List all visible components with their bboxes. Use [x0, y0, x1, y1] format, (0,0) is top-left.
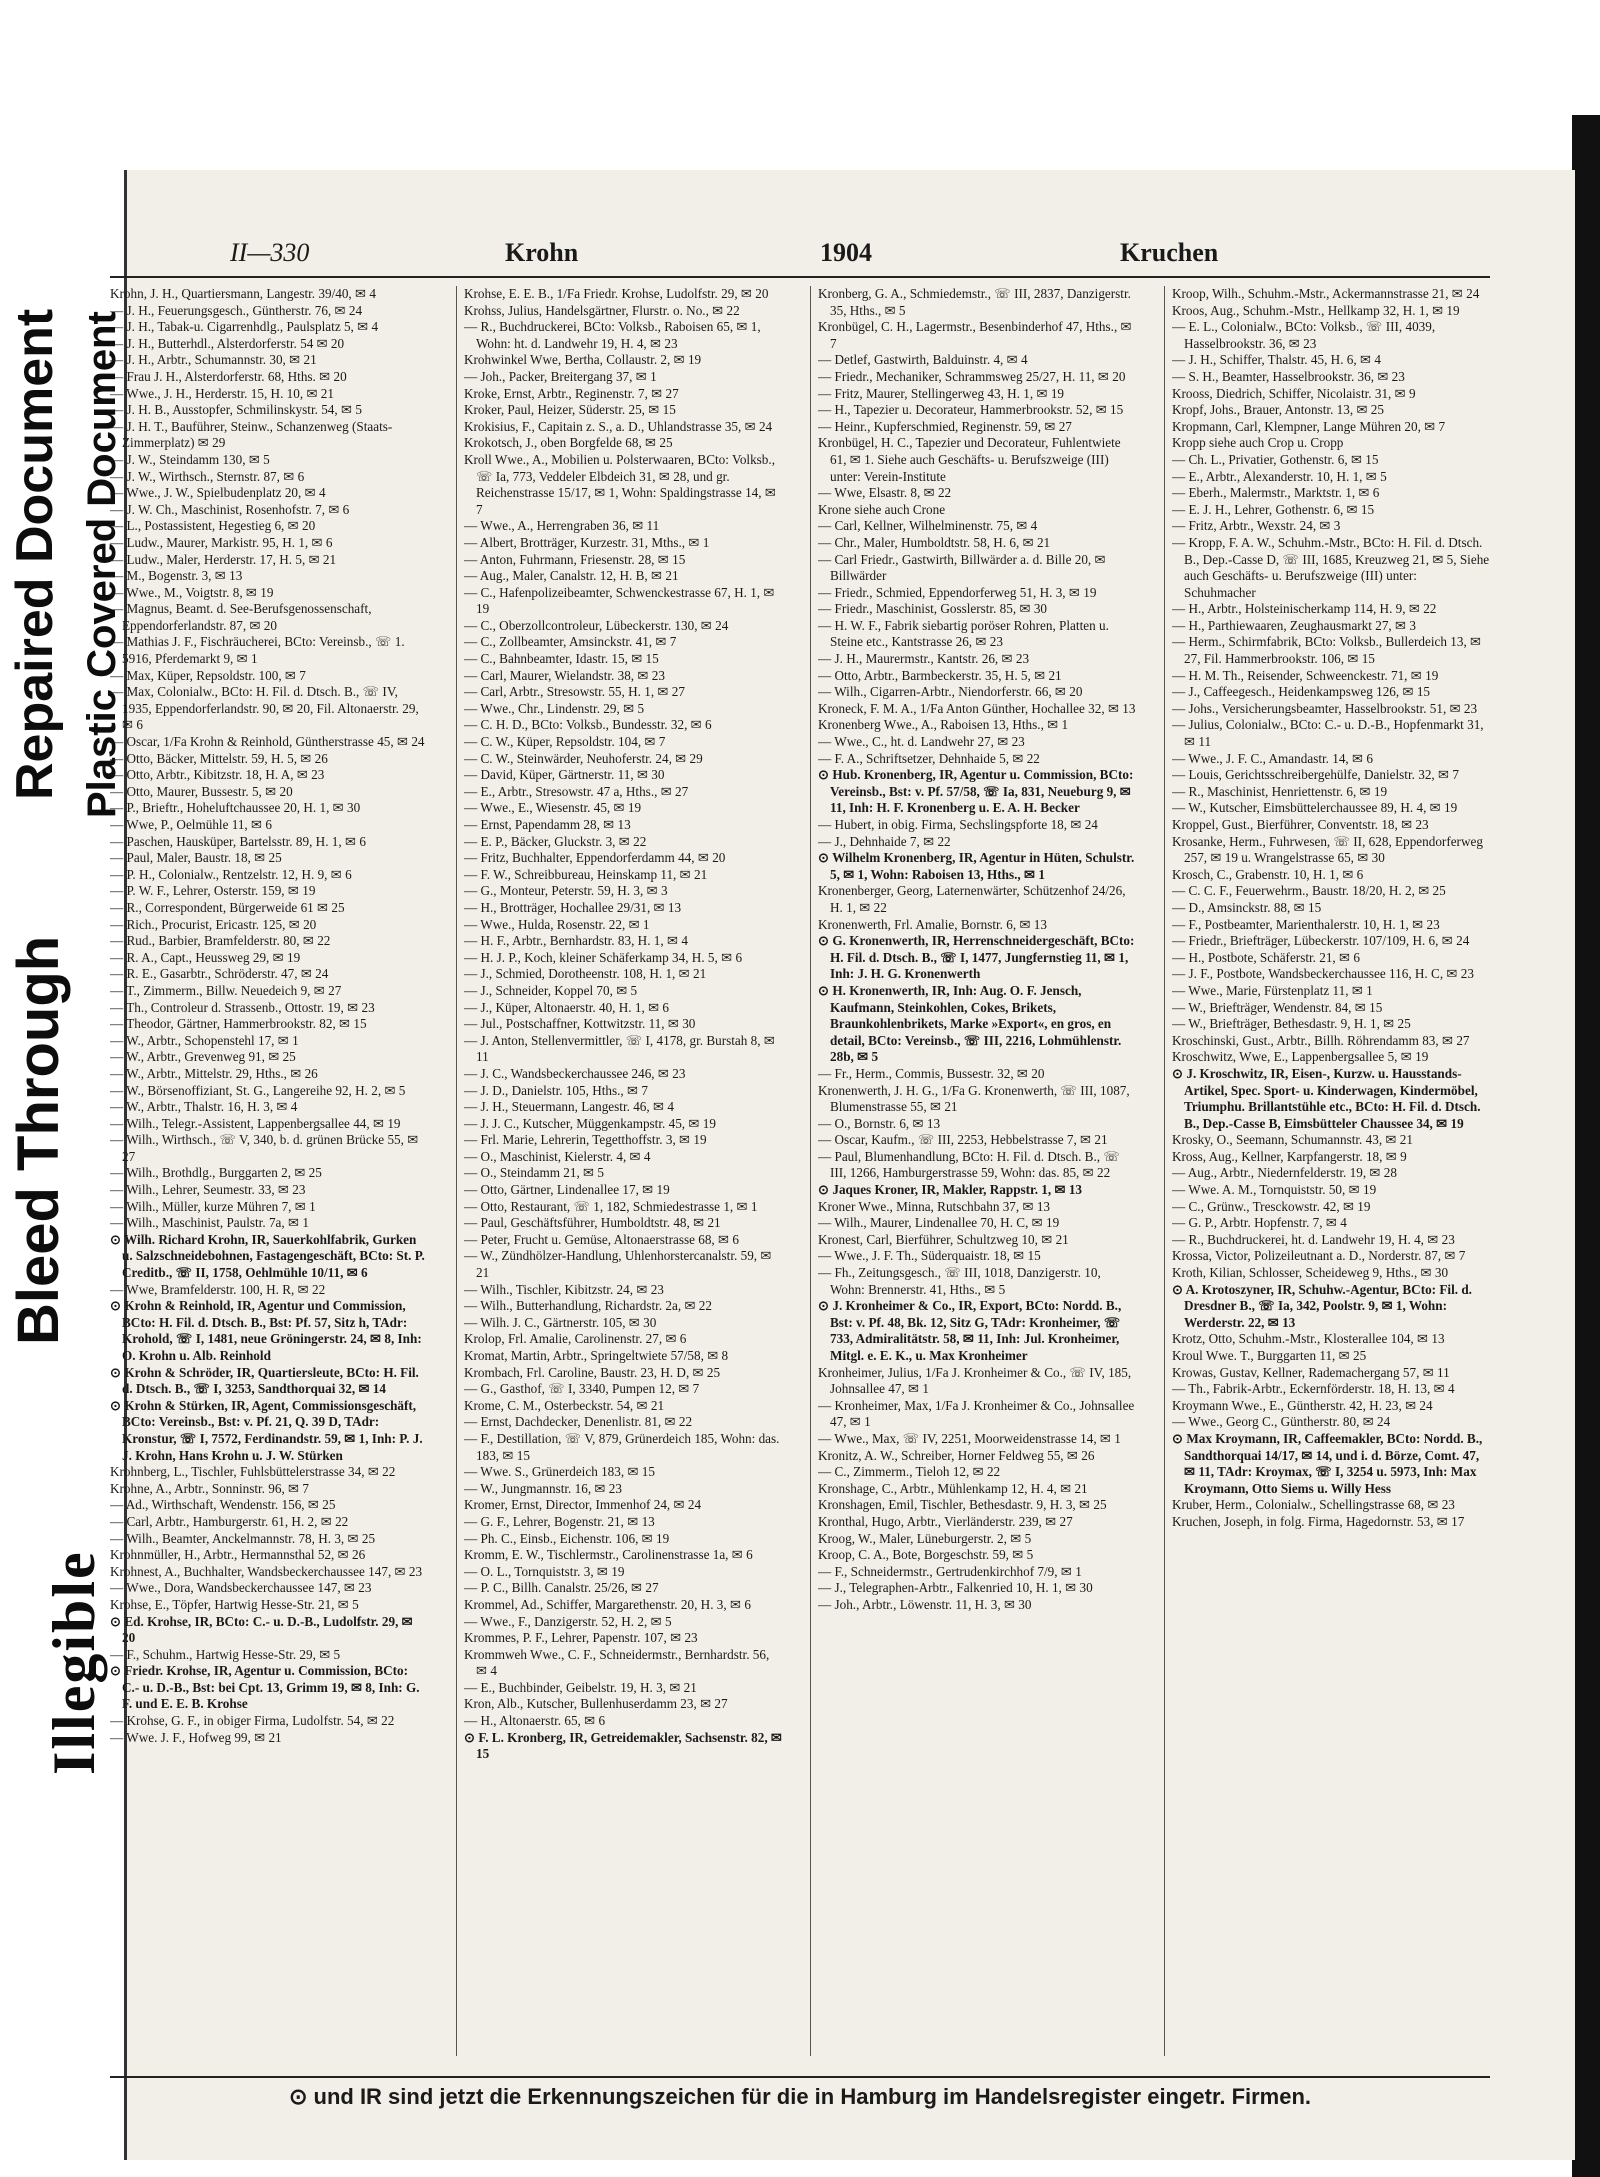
- directory-entry: — T., Zimmerm., Billw. Neuedeich 9, ✉ 27: [110, 982, 342, 998]
- directory-entry: — C., Zimmerm., Tieloh 12, ✉ 22: [818, 1464, 1001, 1480]
- directory-entry: — Friedr., Maschinist, Gosslerstr. 85, ✉ 30: [818, 601, 1048, 617]
- directory-entry: — R. E., Gasarbtr., Schröderstr. 47, ✉ 24: [110, 966, 329, 982]
- directory-entry: — Wwe., C., ht. d. Landwehr 27, ✉ 23: [818, 734, 1025, 750]
- directory-entry: — Wilh., Cigarren-Arbtr., Niendorferstr. 66, ✉ 20: [818, 684, 1083, 700]
- directory-entry: — C., Zollbeamter, Amsinckstr. 41, ✉ 7: [464, 634, 677, 650]
- directory-entry: — W., Börsenoffiziant, St. G., Langereihe 92, H. 2, ✉ 5: [110, 1082, 406, 1098]
- directory-entry: — J., Schneider, Koppel 70, ✉ 5: [464, 982, 638, 998]
- directory-entry: — Wwe, Bramfelderstr. 100, H. R, ✉ 22: [110, 1281, 326, 1297]
- directory-entry: — O., Steindamm 21, ✉ 5: [464, 1165, 604, 1181]
- directory-entry: — W., Arbtr., Schopenstehl 17, ✉ 1: [110, 1032, 299, 1048]
- header-right-word: Kruchen: [1120, 238, 1219, 267]
- directory-entry: — S. H., Beamter, Hasselbrookstr. 36, ✉ 23: [1172, 368, 1405, 384]
- directory-entry: — F. W., Schreibbureau, Heinskamp 11, ✉ 21: [464, 866, 708, 882]
- directory-entry: Kroll Wwe., A., Mobilien u. Polsterwaaren, BCto: Volksb., ☏ Ia, 773, Veddeler Elbdeich 31, ✉ 28, und gr. Reichenstrasse 15/17, ✉ 1, Wohn: Spaldingstrasse 14, ✉ 7: [464, 451, 776, 517]
- directory-entry: — J., Küper, Altonaerstr. 40, H. 1, ✉ 6: [464, 999, 670, 1015]
- directory-entry: ⊙ Hub. Kronenberg, IR, Agentur u. Commission, BCto: Vereinsb., Bst: v. Pf. 57/58, ☏ Ia, 831, Neueburg 9, ✉ 11, Inh: H. F. Kronenberg u. E. A. H. Becker: [818, 767, 1134, 816]
- directory-entry: — R., Correspondent, Bürgerweide 61 ✉ 25: [110, 899, 345, 915]
- directory-entry: Kropf, Johs., Brauer, Antonstr. 13, ✉ 25: [1172, 402, 1384, 418]
- directory-entry: — Louis, Gerichtsschreibergehülfe, Danielstr. 32, ✉ 7: [1172, 767, 1459, 783]
- directory-entry: ⊙ Ed. Krohse, IR, BCto: C.- u. D.-B., Ludolfstr. 29, ✉ 20: [110, 1613, 413, 1646]
- directory-entry: — Wilh., Beamter, Anckelmannstr. 78, H. 3, ✉ 25: [110, 1530, 376, 1546]
- directory-entry: — J. J. C., Kutscher, Müggenkampstr. 45, ✉ 19: [464, 1115, 716, 1131]
- directory-entry: — G. F., Lehrer, Bogenstr. 21, ✉ 13: [464, 1513, 655, 1529]
- directory-entry: — Wwe., F., Danzigerstr. 52, H. 2, ✉ 5: [464, 1613, 672, 1629]
- directory-entry: Krohse, E., Töpfer, Hartwig Hesse-Str. 21, ✉ 5: [110, 1596, 359, 1612]
- column-4: [1172, 286, 1490, 2056]
- directory-entry: — Paul, Blumenhandlung, BCto: H. Fil. d. Dtsch. B., ☏ III, 1266, Hamburgerstrasse 59, Wohn: das. 85, ✉ 22: [818, 1148, 1120, 1181]
- directory-entry: — C., Bahnbeamter, Idastr. 15, ✉ 15: [464, 651, 659, 667]
- directory-entry: — J., Caffeegesch., Heidenkampsweg 126, ✉ 15: [1172, 684, 1431, 700]
- directory-entry: — Wwe., Hulda, Rosenstr. 22, ✉ 1: [464, 916, 650, 932]
- directory-entry: Kropp siehe auch Crop u. Cropp: [1172, 435, 1344, 451]
- directory-entry: — Magnus, Beamt. d. See-Berufsgenossenschaft, Eppendorferlandstr. 87, ✉ 20: [110, 601, 372, 633]
- directory-entry: Krohss, Julius, Handelsgärtner, Flurstr. o. No., ✉ 22: [464, 302, 740, 318]
- directory-entry: Krome, C. M., Osterbeckstr. 54, ✉ 21: [464, 1397, 665, 1413]
- directory-entry: — Peter, Frucht u. Gemüse, Altonaerstrasse 68, ✉ 6: [464, 1231, 739, 1247]
- directory-entry: Kron, Alb., Kutscher, Bullenhuserdamm 23, ✉ 27: [464, 1696, 728, 1712]
- column-divider: [810, 286, 811, 2056]
- directory-entry: — Ph. C., Einsb., Eichenstr. 106, ✉ 19: [464, 1530, 670, 1546]
- directory-entry: — J. H. B., Ausstopfer, Schmilinskystr. 54, ✉ 5: [110, 402, 362, 418]
- directory-entry: — Wilh., Lehrer, Seumestr. 33, ✉ 23: [110, 1182, 306, 1198]
- directory-entry: Krone siehe auch Crone: [818, 501, 946, 517]
- directory-entry: Kruber, Herm., Colonialw., Schellingstrasse 68, ✉ 23: [1172, 1497, 1455, 1513]
- directory-entry: — Carl, Maurer, Wielandstr. 38, ✉ 23: [464, 667, 665, 683]
- directory-entry: — E. L., Colonialw., BCto: Volksb., ☏ III, 4039, Hasselbrookstr. 36, ✉ 23: [1172, 319, 1436, 351]
- directory-entry: Kroke, Ernst, Arbtr., Reginenstr. 7, ✉ 27: [464, 385, 679, 401]
- directory-entry: — Ludw., Maler, Herderstr. 17, H. 5, ✉ 21: [110, 551, 337, 567]
- column-divider: [1164, 286, 1165, 2056]
- directory-entry: ⊙ Friedr. Krohse, IR, Agentur u. Commission, BCto: C.- u. D.-B., Bst: bei Cpt. 13, Grimm 19, ✉ 8, Inh: G. F. und E. E. B. Krohse: [110, 1663, 420, 1712]
- side-label-illegible: Illegible: [41, 1550, 107, 1775]
- directory-entry: Kroth, Kilian, Schlosser, Scheideweg 9, Hths., ✉ 30: [1172, 1265, 1449, 1281]
- directory-entry: — J. H., Tabak-u. Cigarrenhdlg., Paulsplatz 5, ✉ 4: [110, 319, 379, 335]
- directory-entry: — R., Buchdruckerei, BCto: Volksb., Raboisen 65, ✉ 1, Wohn: ht. d. Landwehr 19, H. 4, ✉ 23: [464, 319, 761, 351]
- directory-entry: Krohn, J. H., Quartiersmann, Langestr. 39/40, ✉ 4: [110, 286, 376, 301]
- directory-entry: — Carl Friedr., Gastwirth, Billwärder a. d. Bille 20, ✉ Billwärder: [818, 551, 1106, 584]
- directory-entry: — C., Hafenpolizeibeamter, Schwenckestrasse 67, H. 1, ✉ 19: [464, 584, 775, 617]
- directory-entry: — Fr., Herm., Commis, Bussestr. 32, ✉ 20: [818, 1065, 1045, 1081]
- directory-entry: Krombach, Frl. Caroline, Baustr. 23, H. D, ✉ 25: [464, 1364, 721, 1380]
- directory-entry: — Th., Fabrik-Arbtr., Eckernförderstr. 18, H. 13, ✉ 4: [1172, 1381, 1455, 1397]
- directory-entry: — Wwe. J. F., Hofweg 99, ✉ 21: [110, 1729, 282, 1745]
- directory-entry: — W., Arbtr., Grevenweg 91, ✉ 25: [110, 1049, 296, 1065]
- directory-entry: Kroker, Paul, Heizer, Süderstr. 25, ✉ 15: [464, 402, 676, 418]
- directory-entry: — H. W. F., Fabrik siebartig poröser Rohren, Platten u. Steine etc., Kantstrasse 26, ✉ 23: [818, 617, 1109, 650]
- directory-entry: — Krohse, G. F., in obiger Firma, Ludolfstr. 54, ✉ 22: [110, 1713, 395, 1729]
- directory-entry: — Paul, Maler, Baustr. 18, ✉ 25: [110, 850, 282, 866]
- header-rule: [110, 276, 1490, 278]
- directory-entry: — E. P., Bäcker, Gluckstr. 3, ✉ 22: [464, 833, 647, 849]
- directory-entry: — Wilh., Maurer, Lindenallee 70, H. C, ✉ 19: [818, 1215, 1060, 1231]
- directory-entry: — Carl, Kellner, Wilhelminenstr. 75, ✉ 4: [818, 518, 1038, 534]
- directory-entry: Kroschinski, Gust., Arbtr., Billh. Röhrendamm 83, ✉ 27: [1172, 1032, 1470, 1048]
- directory-entry: — C. H. D., BCto: Volksb., Bundesstr. 32, ✉ 6: [464, 717, 712, 733]
- directory-entry: — Ernst, Dachdecker, Denenlistr. 81, ✉ 22: [464, 1414, 693, 1430]
- directory-entry: — Max, Colonialw., BCto: H. Fil. d. Dtsch. B., ☏ IV, 1935, Eppendorferlandstr. 90, ✉ 20, Fil. Altonaerstr. 29, ✉ 6: [110, 684, 419, 733]
- directory-entry: — Wwe. A. M., Tornquiststr. 50, ✉ 19: [1172, 1182, 1377, 1198]
- directory-entry: Kroymann Wwe., E., Güntherstr. 42, H. 23, ✉ 24: [1172, 1397, 1433, 1413]
- directory-entry: ⊙ A. Krotoszyner, IR, Schuhw.-Agentur, BCto: Fil. d. Dresdner B., ☏ Ia, 342, Poolstr. 9, ✉ 1, Wohn: Werderstr. 22, ✉ 13: [1172, 1281, 1472, 1330]
- directory-entry: Kroner Wwe., Minna, Rutschbahn 37, ✉ 13: [818, 1198, 1051, 1214]
- directory-entry: — Paul, Geschäftsführer, Humboldtstr. 48, ✉ 21: [464, 1215, 721, 1231]
- directory-entry: — H., Arbtr., Holsteinischerkamp 114, H. 9, ✉ 22: [1172, 601, 1437, 617]
- directory-entry: Krokotsch, J., oben Borgfelde 68, ✉ 25: [464, 435, 673, 451]
- directory-entry: — Wwe., Marie, Fürstenplatz 11, ✉ 1: [1172, 982, 1373, 998]
- directory-entry: Kromer, Ernst, Director, Immenhof 24, ✉ 24: [464, 1497, 702, 1513]
- directory-entry: — Ad., Wirthschaft, Wendenstr. 156, ✉ 25: [110, 1497, 336, 1513]
- directory-entry: — F. A., Schriftsetzer, Dehnhaide 5, ✉ 22: [818, 750, 1040, 766]
- directory-entry: Krosky, O., Seemann, Schumannstr. 43, ✉ 21: [1172, 1132, 1413, 1148]
- directory-entry: — Theodor, Gärtner, Hammerbrookstr. 82, ✉ 15: [110, 1016, 367, 1032]
- directory-entry: — J. H., Maurermstr., Kantstr. 26, ✉ 23: [818, 651, 1030, 667]
- directory-entry: — Frl. Marie, Lehrerin, Tegetthoffstr. 3, ✉ 19: [464, 1132, 707, 1148]
- directory-entry: — Wilh., Brothdlg., Burggarten 2, ✉ 25: [110, 1165, 322, 1181]
- directory-entry: ⊙ Krohn & Stürken, IR, Agent, Commissionsgeschäft, BCto: Vereinsb., Bst: v. Pf. 21, Q. 39 D, TAdr: Kronstur, ☏ I, 7572, Ferdinandstr. 59, ✉ 1, Inh: P. J. J. Krohn, Hans Krohn u. J. W. Stürken: [110, 1397, 423, 1463]
- column-2: [464, 286, 782, 2056]
- directory-entry: — P., Brieftr., Hoheluftchaussee 20, H. 1, ✉ 30: [110, 800, 361, 816]
- directory-entry: Krowas, Gustav, Kellner, Rademachergang 57, ✉ 11: [1172, 1364, 1450, 1380]
- directory-entry: — Fritz, Arbtr., Wexstr. 24, ✉ 3: [1172, 518, 1341, 534]
- directory-entry: — L., Postassistent, Hegestieg 6, ✉ 20: [110, 518, 316, 534]
- directory-entry: — G., Gasthof, ☏ I, 3340, Pumpen 12, ✉ 7: [464, 1381, 700, 1397]
- directory-entry: ⊙ Krohn & Schröder, IR, Quartiersleute, BCto: H. Fil. d. Dtsch. B., ☏ I, 3253, Sandthorquai 32, ✉ 14: [110, 1364, 419, 1397]
- directory-entry: — H., Tapezier u. Decorateur, Hammerbrookstr. 52, ✉ 15: [818, 402, 1124, 418]
- directory-entry: — J. D., Danielstr. 105, Hths., ✉ 7: [464, 1082, 648, 1098]
- directory-entry: ⊙ F. L. Kronberg, IR, Getreidemakler, Sachsenstr. 82, ✉ 15: [464, 1729, 782, 1762]
- directory-entry: Krooss, Diedrich, Schiffer, Nicolaistr. 31, ✉ 9: [1172, 385, 1416, 401]
- directory-entry: — Aug., Maler, Canalstr. 12, H. B, ✉ 21: [464, 568, 679, 584]
- directory-entry: — J. H., Butterhdl., Alsterdorferstr. 54 ✉ 20: [110, 335, 345, 351]
- directory-entry: — Ernst, Papendamm 28, ✉ 13: [464, 817, 631, 832]
- directory-entry: — J. W., Wirthsch., Sternstr. 87, ✉ 6: [110, 468, 305, 484]
- directory-entry: — Wilh., Butterhandlung, Richardstr. 2a, ✉ 22: [464, 1298, 712, 1314]
- directory-entry: ⊙ G. Kronenwerth, IR, Herrenschneidergeschäft, BCto: H. Fil. d. Dtsch. B., ☏ I, 1477, Jungfernstieg 11, ✉ 1, Inh: J. H. G. Kronenwerth: [818, 933, 1135, 982]
- directory-entry: — W., Kutscher, Eimsbüttelerchaussee 89, H. 4, ✉ 19: [1172, 800, 1458, 816]
- directory-entry: Kronberg, G. A., Schmiedemstr., ☏ III, 2837, Danzigerstr. 35, Hths., ✉ 5: [818, 286, 1131, 318]
- directory-entry: — R., Buchdruckerei, ht. d. Landwehr 19, H. 4, ✉ 23: [1172, 1231, 1455, 1247]
- directory-entry: — J. H. T., Bauführer, Steinw., Schanzenweg (Staats-Zimmerplatz) ✉ 29: [110, 418, 393, 451]
- directory-entry: — Kropp, F. A. W., Schuhm.-Mstr., BCto: H. Fil. d. Dtsch. B., Dep.-Casse D, ☏ III, 1685, Kreuzweg 21, ✉ 5, Siehe auch Geschäfts- u. Berufszweige (III) unter: Schuhmacher: [1172, 534, 1490, 600]
- directory-entry: — P. W. F., Lehrer, Osterstr. 159, ✉ 19: [110, 883, 316, 899]
- directory-entry: ⊙ H. Kronenwerth, IR, Inh: Aug. O. F. Jensch, Kaufmann, Steinkohlen, Cokes, Brikets, Braunkohlenbrikets, Marke »Export«, en gros, en detail, BCto: Vereinsb., ☏ III, 2216, Lohmühlenstr. 28b, ✉ 5: [818, 982, 1122, 1065]
- directory-entry: — Anton, Fuhrmann, Friesenstr. 28, ✉ 15: [464, 551, 686, 567]
- directory-entry: Krosch, C., Grabenstr. 10, H. 1, ✉ 6: [1172, 866, 1364, 882]
- directory-entry: — Friedr., Mechaniker, Schrammsweg 25/27, H. 11, ✉ 20: [818, 368, 1126, 384]
- directory-entry: — P. H., Colonialw., Rentzelstr. 12, H. 9, ✉ 6: [110, 866, 352, 882]
- column-1: [110, 286, 428, 2056]
- directory-entry: Kronthal, Hugo, Arbtr., Vierländerstr. 239, ✉ 27: [818, 1513, 1073, 1529]
- directory-entry: — Friedr., Schmied, Eppendorferweg 51, H. 3, ✉ 19: [818, 584, 1097, 600]
- directory-entry: — Friedr., Briefträger, Lübeckerstr. 107/109, H. 6, ✉ 24: [1172, 933, 1470, 949]
- directory-entry: — E., Buchbinder, Geibelstr. 19, H. 3, ✉ 21: [464, 1679, 697, 1695]
- directory-entry: — Wwe., Dora, Wandsbeckerchaussee 147, ✉ 23: [110, 1580, 372, 1596]
- directory-entry: — W., Arbtr., Mittelstr. 29, Hths., ✉ 26: [110, 1065, 318, 1081]
- black-strip: [1572, 115, 1600, 2177]
- directory-entry: — Wwe., Max, ☏ IV, 2251, Moorweidenstrasse 14, ✉ 1: [818, 1430, 1121, 1446]
- directory-entry: Krohnmüller, H., Arbtr., Hermannsthal 52, ✉ 26: [110, 1547, 366, 1563]
- directory-entry: Kroop, Wilh., Schuhm.-Mstr., Ackermannstrasse 21, ✉ 24: [1172, 286, 1480, 301]
- directory-entry: ⊙ J. Kroschwitz, IR, Eisen-, Kurzw. u. Hausstands-Artikel, Spec. Sport- u. Kinderwagen, Kindermöbel, Triumphu. Brillantstühle etc., BCto: H. Fil. d. Dtsch. B., Dep.-Casse B, Eimsbütteler Chaussee 34, ✉ 19: [1172, 1065, 1481, 1131]
- directory-entry: — J. H., Arbtr., Schumannstr. 30, ✉ 21: [110, 352, 317, 368]
- directory-entry: — Wilh., Telegr.-Assistent, Lappenbergsallee 44, ✉ 19: [110, 1115, 401, 1131]
- directory-entry: — D., Amsinckstr. 88, ✉ 15: [1172, 899, 1322, 915]
- directory-entry: — Carl, Arbtr., Stresowstr. 55, H. 1, ✉ 27: [464, 684, 685, 700]
- directory-entry: — M., Bogenstr. 3, ✉ 13: [110, 568, 243, 584]
- directory-entry: ⊙ Wilhelm Kronenberg, IR, Agentur in Hüten, Schulstr. 5, ✉ 1, Wohn: Raboisen 13, Hths., ✉ 1: [818, 850, 1135, 882]
- directory-entry: ⊙ Max Kroymann, IR, Caffeemakler, BCto: Nordd. B., Sandthorquai 14/17, ✉ 14, und i. d. Börze, Comt. 47, ✉ 11, TAdr: Kroymax, ☏ I, 3254 u. 5973, Inh: Max Kroymann, Otto Siems u. Willy Hess: [1172, 1430, 1483, 1496]
- directory-entry: — Otto, Maurer, Bussestr. 5, ✉ 20: [110, 783, 293, 799]
- directory-entry: Kroneck, F. M. A., 1/Fa Anton Günther, Hochallee 32, ✉ 13: [818, 700, 1136, 716]
- directory-entry: Kross, Aug., Kellner, Karpfangerstr. 18, ✉ 9: [1172, 1148, 1407, 1164]
- directory-entry: — Wilh. J. C., Gärtnerstr. 105, ✉ 30: [464, 1314, 657, 1330]
- directory-entry: Kroul Wwe. T., Burggarten 11, ✉ 25: [1172, 1348, 1367, 1363]
- directory-entry: — W., Briefträger, Bethesdastr. 9, H. 1, ✉ 25: [1172, 1016, 1411, 1032]
- directory-entry: — Hubert, in obig. Firma, Sechslingspforte 18, ✉ 24: [818, 817, 1098, 832]
- column-3: [818, 286, 1136, 2056]
- directory-entry: Kroppel, Gust., Bierführer, Conventstr. 18, ✉ 23: [1172, 817, 1429, 832]
- directory-entry: — Oscar, 1/Fa Krohn & Reinhold, Güntherstrasse 45, ✉ 24: [110, 734, 425, 750]
- directory-entry: — Detlef, Gastwirth, Balduinstr. 4, ✉ 4: [818, 352, 1028, 368]
- directory-entry: Kroos, Aug., Schuhm.-Mstr., Hellkamp 32, H. 1, ✉ 19: [1172, 302, 1460, 318]
- directory-entry: Krohwinkel Wwe, Bertha, Collaustr. 2, ✉ 19: [464, 352, 702, 368]
- directory-entry: — E., Arbtr., Stresowstr. 47 a, Hths., ✉ 27: [464, 783, 689, 799]
- directory-entry: — C., Oberzollcontroleur, Lübeckerstr. 130, ✉ 24: [464, 617, 729, 633]
- directory-entry: — C. W., Küper, Repsoldstr. 104, ✉ 7: [464, 734, 666, 750]
- directory-entry: — E., Arbtr., Alexanderstr. 10, H. 1, ✉ 5: [1172, 468, 1387, 484]
- directory-entry: — Fritz, Maurer, Stellingerweg 43, H. 1, ✉ 19: [818, 385, 1065, 401]
- directory-entry: — Wilh., Wirthsch., ☏ V, 340, b. d. grünen Brücke 55, ✉ 27: [110, 1132, 419, 1164]
- directory-entry: Krolop, Frl. Amalie, Carolinenstr. 27, ✉ 6: [464, 1331, 687, 1347]
- directory-entry: — Wwe. S., Grünerdeich 183, ✉ 15: [464, 1464, 655, 1480]
- directory-entry: ⊙ Jaques Kroner, IR, Makler, Rappstr. 1, ✉ 13: [818, 1182, 1083, 1198]
- directory-entry: ⊙ Wilh. Richard Krohn, IR, Sauerkohlfabrik, Gurken u. Salzschneidebohnen, Fastagengeschäft, BCto: St. P. Creditb., ☏ II, 1758, Oehlmühle 10/11, ✉ 6: [110, 1231, 425, 1281]
- page-header: [110, 238, 1490, 278]
- directory-entry: — W., Arbtr., Thalstr. 16, H. 3, ✉ 4: [110, 1099, 298, 1115]
- directory-entry: — Albert, Brotträger, Kurzestr. 31, Mths., ✉ 1: [464, 534, 710, 550]
- directory-entry: Krosanke, Herm., Fuhrwesen, ☏ II, 628, Eppendorferweg 257, ✉ 19 u. Wrangelstrasse 65, ✉ 30: [1172, 833, 1483, 866]
- directory-entry: Krohnberg, L., Tischler, Fuhlsbüttelerstrasse 34, ✉ 22: [110, 1464, 396, 1480]
- directory-entry: — Joh., Packer, Breitergang 37, ✉ 1: [464, 368, 657, 384]
- directory-entry: — Wwe, P., Oelmühle 11, ✉ 6: [110, 817, 272, 832]
- directory-entry: — H. F., Arbtr., Bernhardstr. 83, H. 1, ✉ 4: [464, 933, 688, 949]
- directory-entry: Kronenwerth, J. H. G., 1/Fa G. Kronenwerth, ☏ III, 1087, Blumenstrasse 55, ✉ 21: [818, 1082, 1130, 1115]
- directory-entry: ⊙ J. Kronheimer & Co., IR, Export, BCto: Nordd. B., Bst: v. Pf. 48, Bk. 12, Sitz G, TAdr: Kronheimer, ☏ 733, Admiralitätstr. 58, ✉ 11, Inh: Jul. Kronheimer, Mitgl. e. E. K., u. Max Kronheimer: [818, 1298, 1122, 1363]
- directory-entry: Krossa, Victor, Polizeileutnant a. D., Norderstr. 87, ✉ 7: [1172, 1248, 1466, 1264]
- directory-entry: — Wwe., Georg C., Güntherstr. 80, ✉ 24: [1172, 1414, 1391, 1430]
- directory-entry: — Julius, Colonialw., BCto: C.- u. D.-B., Hopfenmarkt 31, ✉ 11: [1172, 717, 1484, 750]
- directory-entry: Kronheimer, Julius, 1/Fa J. Kronheimer & Co., ☏ IV, 185, Johnsallee 47, ✉ 1: [818, 1364, 1132, 1397]
- directory-entry: Krommweh Wwe., C. F., Schneidermstr., Bernhardstr. 56, ✉ 4: [464, 1646, 770, 1679]
- directory-entry: Kroschwitz, Wwe, E., Lappenbergsallee 5, ✉ 19: [1172, 1049, 1429, 1065]
- directory-entry: — Wwe., J. H., Herderstr. 15, H. 10, ✉ 21: [110, 385, 334, 401]
- directory-entry: Kronshage, C., Arbtr., Mühlenkamp 12, H. 4, ✉ 21: [818, 1480, 1088, 1496]
- directory-entry: — J. Anton, Stellenvermittler, ☏ I, 4178, gr. Burstah 8, ✉ 11: [464, 1032, 775, 1065]
- header-year: 1904: [820, 238, 872, 267]
- directory-entry: Kroop, C. A., Bote, Borgeschstr. 59, ✉ 5: [818, 1547, 1034, 1563]
- directory-entry: — R., Maschinist, Henriettenstr. 6, ✉ 19: [1172, 783, 1388, 799]
- directory-entry: — Herm., Schirmfabrik, BCto: Volksb., Bullerdeich 13, ✉ 27, Fil. Hammerbrookstr. 106, ✉ 15: [1172, 634, 1482, 667]
- directory-entry: — Otto, Restaurant, ☏ 1, 182, Schmiedestrasse 1, ✉ 1: [464, 1198, 758, 1214]
- directory-entry: Kromm, E. W., Tischlermstr., Carolinenstrasse 1a, ✉ 6: [464, 1547, 753, 1563]
- directory-entry: Kronest, Carl, Bierführer, Schultzweg 10, ✉ 21: [818, 1231, 1069, 1247]
- directory-entry: — H., Altonaerstr. 65, ✉ 6: [464, 1713, 606, 1729]
- directory-entry: — C., Grünw., Tresckowstr. 42, ✉ 19: [1172, 1198, 1371, 1214]
- column-divider: [456, 286, 457, 2056]
- directory-entry: — F., Schneidermstr., Gertrudenkirchhof 7/9, ✉ 1: [818, 1563, 1082, 1579]
- directory-entry: Kropmann, Carl, Klempner, Lange Mühren 20, ✉ 7: [1172, 418, 1446, 434]
- directory-entry: Krokisius, F., Capitain z. S., a. D., Uhlandstrasse 35, ✉ 24: [464, 418, 773, 434]
- directory-entry: — Mathias J. F., Fischräucherei, BCto: Vereinsb., ☏ 1. 5916, Pferdemarkt 9, ✉ 1: [110, 634, 405, 667]
- directory-entry: — C. C. F., Feuerwehrm., Baustr. 18/20, H. 2, ✉ 25: [1172, 883, 1446, 899]
- directory-entry: Krohse, E. E. B., 1/Fa Friedr. Krohse, Ludolfstr. 29, ✉ 20: [464, 286, 769, 301]
- directory-entry: — H. J. P., Koch, kleiner Schäferkamp 34, H. 5, ✉ 6: [464, 949, 743, 965]
- directory-entry: — J., Dehnhaide 7, ✉ 22: [818, 833, 951, 849]
- directory-entry: Krohnest, A., Buchhalter, Wandsbeckerchaussee 147, ✉ 23: [110, 1563, 423, 1579]
- directory-entry: — J. H., Steuermann, Langestr. 46, ✉ 4: [464, 1099, 674, 1115]
- directory-entry: Kronshagen, Emil, Tischler, Bethesdastr. 9, H. 3, ✉ 25: [818, 1497, 1107, 1513]
- directory-entry: — Ch. L., Privatier, Gothenstr. 6, ✉ 15: [1172, 451, 1379, 467]
- directory-entry: — Ludw., Maurer, Markistr. 95, H. 1, ✉ 6: [110, 534, 333, 550]
- directory-entry: — O. L., Tornquiststr. 3, ✉ 19: [464, 1563, 625, 1579]
- directory-entry: — Eberh., Malermstr., Marktstr. 1, ✉ 6: [1172, 485, 1380, 501]
- directory-entry: — Wwe., J. F. Th., Süderquaistr. 18, ✉ 15: [818, 1248, 1041, 1264]
- directory-entry: — H., Parthiewaaren, Zeughausmarkt 27, ✉ 3: [1172, 617, 1416, 633]
- directory-entry: — F., Postbeamter, Marienthalerstr. 10, H. 1, ✉ 23: [1172, 916, 1440, 932]
- directory-entry: — E. J. H., Lehrer, Gothenstr. 6, ✉ 15: [1172, 501, 1375, 517]
- directory-entry: — J. W., Steindamm 130, ✉ 5: [110, 451, 270, 467]
- directory-entry: — Wwe., E., Wiesenstr. 45, ✉ 19: [464, 800, 642, 816]
- directory-entry: — Wwe., J. W., Spielbudenplatz 20, ✉ 4: [110, 485, 326, 501]
- directory-entry: Kroog, W., Maler, Lüneburgerstr. 2, ✉ 5: [818, 1530, 1032, 1546]
- directory-entry: — H., Brotträger, Hochallee 29/31, ✉ 13: [464, 899, 682, 915]
- directory-entry: Kronitz, A. W., Schreiber, Horner Feldweg 55, ✉ 26: [818, 1447, 1095, 1463]
- directory-entry: — Heinr., Kupferschmied, Reginenstr. 59, ✉ 27: [818, 418, 1072, 434]
- directory-entry: — Otto, Bäcker, Mittelstr. 59, H. 5, ✉ 26: [110, 750, 328, 766]
- directory-entry: — Rud., Barbier, Bramfelderstr. 80, ✉ 22: [110, 933, 331, 949]
- directory-entry: Krohne, A., Arbtr., Sonninstr. 96, ✉ 7: [110, 1480, 309, 1496]
- directory-entry: — Otto, Arbtr., Kibitzstr. 18, H. A, ✉ 23: [110, 767, 325, 783]
- directory-entry: — Wwe, Elsastr. 8, ✉ 22: [818, 485, 952, 501]
- directory-entry: — F., Destillation, ☏ V, 879, Grünerdeich 185, Wohn: das. 183, ✉ 15: [464, 1430, 780, 1463]
- directory-entry: Krotz, Otto, Schuhm.-Mstr., Klosterallee 104, ✉ 13: [1172, 1331, 1445, 1347]
- directory-entry: — Jul., Postschaffner, Kottwitzstr. 11, ✉ 30: [464, 1016, 696, 1032]
- directory-entry: — H. M. Th., Reisender, Schweenckestr. 71, ✉ 19: [1172, 667, 1439, 683]
- side-label-plastic: Plastic Covered Document: [80, 311, 124, 818]
- directory-entry: — J. H., Feuerungsgesch., Güntherstr. 76, ✉ 24: [110, 302, 363, 318]
- page-number: II—330: [230, 238, 310, 267]
- directory-entry: — David, Küper, Gärtnerstr. 11, ✉ 30: [464, 767, 665, 783]
- directory-entry: — Kronheimer, Max, 1/Fa J. Kronheimer & Co., Johnsallee 47, ✉ 1: [818, 1397, 1135, 1430]
- directory-entry: — Aug., Arbtr., Niedernfelderstr. 19, ✉ 28: [1172, 1165, 1397, 1181]
- directory-entry: Kronenwerth, Frl. Amalie, Bornstr. 6, ✉ 13: [818, 916, 1047, 932]
- directory-entry: — W., Zündhölzer-Handlung, Uhlenhorstercanalstr. 59, ✉ 21: [464, 1248, 772, 1281]
- directory-entry: — G. P., Arbtr. Hopfenstr. 7, ✉ 4: [1172, 1215, 1347, 1231]
- side-label-repaired: Repaired Document: [6, 308, 64, 800]
- directory-entry: Kromat, Martin, Arbtr., Springeltwiete 57/58, ✉ 8: [464, 1348, 729, 1363]
- directory-entry: — Wilh., Müller, kurze Mühren 7, ✉ 1: [110, 1198, 316, 1214]
- directory-entry: — Th., Controleur d. Strassenb., Ottostr. 19, ✉ 23: [110, 999, 375, 1015]
- directory-entry: — Wilh., Tischler, Kibitzstr. 24, ✉ 23: [464, 1281, 664, 1297]
- directory-entry: — P. C., Billh. Canalstr. 25/26, ✉ 27: [464, 1580, 659, 1596]
- directory-entry: — J. H., Schiffer, Thalstr. 45, H. 6, ✉ 4: [1172, 352, 1381, 368]
- directory-entry: — Frau J. H., Alsterdorferstr. 68, Hths. ✉ 20: [110, 368, 347, 384]
- directory-entry: — G., Monteur, Peterstr. 59, H. 3, ✉ 3: [464, 883, 668, 899]
- directory-entry: — Fritz, Buchhalter, Eppendorferdamm 44, ✉ 20: [464, 850, 726, 866]
- directory-entry: Kruchen, Joseph, in folg. Firma, Hagedornstr. 53, ✉ 17: [1172, 1513, 1465, 1529]
- directory-entry: — Chr., Maler, Humboldtstr. 58, H. 6, ✉ 21: [818, 534, 1051, 550]
- directory-entry: Kronbügel, H. C., Tapezier und Decorateur, Fuhlentwiete 61, ✉ 1. Siehe auch Geschäfts- u. Berufszweige (III) unter: Verein-Institute: [818, 435, 1121, 484]
- directory-entry: — J., Schmied, Dorotheenstr. 108, H. 1, ✉ 21: [464, 966, 707, 982]
- directory-entry: — Rich., Procurist, Ericastr. 125, ✉ 20: [110, 916, 317, 932]
- side-label-bleed: Bleed Through: [6, 935, 71, 1345]
- directory-entry: — Joh., Arbtr., Löwenstr. 11, H. 3, ✉ 30: [818, 1596, 1032, 1612]
- directory-entry: — Oscar, Kaufm., ☏ III, 2253, Hebbelstrasse 7, ✉ 21: [818, 1132, 1108, 1148]
- directory-entry: Kronenberg Wwe., A., Raboisen 13, Hths., ✉ 1: [818, 717, 1069, 733]
- directory-entry: Kronbügel, C. H., Lagermstr., Besenbinderhof 47, Hths., ✉ 7: [818, 319, 1132, 351]
- directory-entry: — J. F., Postbote, Wandsbeckerchaussee 116, H. C, ✉ 23: [1172, 966, 1474, 982]
- directory-entry: — F., Schuhm., Hartwig Hesse-Str. 29, ✉ 5: [110, 1646, 341, 1662]
- directory-entry: — Fh., Zeitungsgesch., ☏ III, 1018, Danzigerstr. 10, Wohn: Brennerstr. 41, Hths., ✉ 5: [818, 1265, 1101, 1297]
- directory-entry: — O., Bornstr. 6, ✉ 13: [818, 1115, 941, 1131]
- directory-entry: — O., Maschinist, Kielerstr. 4, ✉ 4: [464, 1148, 651, 1164]
- directory-entry: — J. W. Ch., Maschinist, Rosenhofstr. 7, ✉ 6: [110, 501, 350, 517]
- directory-entry: — Johs., Versicherungsbeamter, Hasselbrookstr. 51, ✉ 23: [1172, 700, 1478, 716]
- directory-entry: — W., Briefträger, Wendenstr. 84, ✉ 15: [1172, 999, 1383, 1015]
- directory-entry: — W., Jungmannstr. 16, ✉ 23: [464, 1480, 622, 1496]
- directory-entry: — Max, Küper, Repsoldstr. 100, ✉ 7: [110, 667, 306, 683]
- directory-entry: Krommes, P. F., Lehrer, Papenstr. 107, ✉ 23: [464, 1630, 698, 1646]
- directory-entry: — Paschen, Hausküper, Bartelsstr. 89, H. 1, ✉ 6: [110, 833, 366, 849]
- directory-entry: — C. W., Steinwärder, Neuhoferstr. 24, ✉ 29: [464, 750, 703, 766]
- page-footer: ⊙ und IR sind jetzt die Erkennungszeichen für die in Hamburg im Handelsregister eingetr. Firmen.: [110, 2076, 1490, 2120]
- directory-entry: — Wwe., A., Herrengraben 36, ✉ 11: [464, 518, 660, 534]
- directory-entry: — J. C., Wandsbeckerchaussee 246, ✉ 23: [464, 1065, 686, 1081]
- directory-entry: — Carl, Arbtr., Hamburgerstr. 61, H. 2, ✉ 22: [110, 1513, 349, 1529]
- directory-entry: — Otto, Gärtner, Lindenallee 17, ✉ 19: [464, 1182, 670, 1198]
- directory-entry: — J., Telegraphen-Arbtr., Falkenried 10, H. 1, ✉ 30: [818, 1580, 1093, 1596]
- directory-entry: — R. A., Capt., Heussweg 29, ✉ 19: [110, 949, 301, 965]
- directory-entry: Kronenberger, Georg, Laternenwärter, Schützenhof 24/26, H. 1, ✉ 22: [818, 883, 1126, 915]
- directory-entry: — Wwe., Chr., Lindenstr. 29, ✉ 5: [464, 700, 645, 716]
- directory-entry: — Wwe., M., Voigtstr. 8, ✉ 19: [110, 584, 274, 600]
- directory-entry: Krommel, Ad., Schiffer, Margarethenstr. 20, H. 3, ✉ 6: [464, 1596, 751, 1612]
- directory-entry: — Otto, Arbtr., Barmbeckerstr. 35, H. 5, ✉ 21: [818, 667, 1062, 683]
- directory-entry: ⊙ Krohn & Reinhold, IR, Agentur und Commission, BCto: H. Fil. d. Dtsch. B., Bst: Pf. 57, Sitz h, TAdr: Krohold, ☏ I, 1481, neue Gröningerstr. 24, ✉ 8, Inh: O. Krohn u. Alb. Reinhold: [110, 1298, 422, 1363]
- directory-entry: — H., Postbote, Schäferstr. 21, ✉ 6: [1172, 949, 1360, 965]
- header-left-word: Krohn: [505, 238, 579, 267]
- directory-entry: — Wwe., J. F. C., Amandastr. 14, ✉ 6: [1172, 750, 1373, 766]
- directory-entry: — Wilh., Maschinist, Paulstr. 7a, ✉ 1: [110, 1215, 309, 1231]
